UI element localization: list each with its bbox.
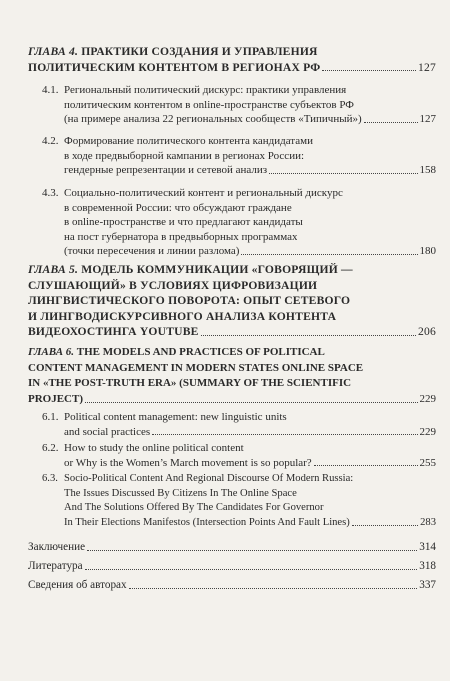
chapter-6-line-2: CONTENT MANAGEMENT IN MODERN STATES ONLINE SPACE <box>28 361 364 374</box>
dot-leader <box>314 456 418 467</box>
section-number: 4.3. <box>42 187 59 199</box>
chapter-4-title <box>28 44 436 75</box>
dot-leader <box>129 578 418 589</box>
back-item-literature <box>28 559 436 574</box>
chapter-6-line-1: ГЛАВА 6. THE MODELS AND PRACTICES OF POLITICAL <box>28 346 325 358</box>
section-line: and social practices <box>64 425 151 438</box>
section-line: Формирование политического контента кандидатами <box>64 135 313 147</box>
dot-leader <box>364 112 418 123</box>
section-line: Political content management: new linguistic units <box>64 411 287 423</box>
back-item-page: 318 <box>419 560 436 572</box>
section-line: политическим контентом в online-пространстве субъектов РФ <box>64 98 354 111</box>
back-item-authors <box>28 578 436 593</box>
chapter-label: ГЛАВА 5. <box>28 263 79 276</box>
back-item-label: Литература <box>28 560 83 572</box>
section-6-1 <box>42 410 436 439</box>
dot-leader <box>85 392 418 404</box>
chapter-label: ГЛАВА 6. <box>28 346 75 358</box>
section-page: 283 <box>420 516 436 528</box>
section-line: на пост губернатора в предвыборных программах <box>64 230 298 243</box>
back-item-page: 337 <box>419 579 436 591</box>
section-6-2 <box>42 441 436 470</box>
chapter-label: ГЛАВА 4. <box>28 45 79 58</box>
section-number: 6.2. <box>42 442 59 454</box>
chapter-6-line-4: PROJECT) <box>28 392 83 405</box>
dot-leader <box>85 559 418 570</box>
section-4-3 <box>42 186 436 259</box>
chapter-6-page: 229 <box>419 392 436 405</box>
section-line: The Issues Discussed By Citizens In The Online Space <box>64 487 297 499</box>
section-line: (на примере анализа 22 региональных сообществ «Типичный») <box>64 113 362 125</box>
back-item-label: Сведения об авторах <box>28 579 127 591</box>
chapter-6-title <box>28 345 436 407</box>
section-page: 127 <box>419 113 436 125</box>
section-line: (точки пересечения и линии разлома) <box>64 245 240 257</box>
section-line: Региональный политический дискурс: практики управления <box>64 84 347 96</box>
chapter-5-title <box>28 262 436 340</box>
section-line: в online-пространстве и что предлагают кандидаты <box>64 216 303 228</box>
section-page: 158 <box>419 164 436 176</box>
section-number: 6.1. <box>42 411 59 423</box>
back-matter-list <box>28 540 436 593</box>
section-6-3 <box>42 472 436 530</box>
section-page: 229 <box>419 425 436 438</box>
section-line: гендерные репрезентации и сетевой анализ <box>64 164 268 176</box>
section-number: 4.2. <box>42 135 59 147</box>
section-page: 255 <box>419 456 436 469</box>
dot-leader <box>241 244 417 255</box>
section-number: 4.1. <box>42 84 59 96</box>
dot-leader <box>269 163 417 174</box>
section-line: How to study the online political content <box>64 442 244 454</box>
chapter-5-line-4: И ЛИНГВОДИСКУРСИВНОГО АНАЛИЗА КОНТЕНТА <box>28 309 337 323</box>
section-4-1 <box>42 83 436 127</box>
back-item-label: Заключение <box>28 541 86 553</box>
section-4-2 <box>42 134 436 178</box>
chapter-4-line-2: ПОЛИТИЧЕСКИМ КОНТЕНТОМ В РЕГИОНАХ РФ <box>28 60 321 74</box>
chapter-5-line-2: СЛУШАЮЩИЙ» В УСЛОВИЯХ ЦИФРОВИЗАЦИИ <box>28 278 318 292</box>
dot-leader <box>152 425 417 436</box>
chapter-5-line-3: ЛИНГВИСТИЧЕСКОГО ПОВОРОТА: ОПЫТ СЕТЕВОГО <box>28 294 351 307</box>
dot-leader <box>201 324 416 336</box>
chapter-4-line-1: ГЛАВА 4. ПРАКТИКИ СОЗДАНИЯ И УПРАВЛЕНИЯ <box>28 45 318 58</box>
back-item-page: 314 <box>419 541 436 553</box>
back-item-conclusion <box>28 540 436 555</box>
section-line: In Their Elections Manifestos (Intersection Points And Fault Lines) <box>64 516 350 528</box>
chapter-5-page: 206 <box>418 325 436 338</box>
dot-leader <box>87 540 417 551</box>
section-line: Socio-Political Content And Regional Discourse Of Modern Russia: <box>64 473 354 484</box>
section-line: в современной России: что обсуждают граждане <box>64 201 292 214</box>
chapter-5-line-1: ГЛАВА 5. МОДЕЛЬ КОММУНИКАЦИИ «ГОВОРЯЩИЙ — <box>28 263 353 276</box>
section-line: Социально-политический контент и региональный дискурс <box>64 187 343 199</box>
dot-leader <box>322 60 416 72</box>
section-page: 180 <box>419 245 436 257</box>
chapter-6-line-3: IN «THE POST-TRUTH ERA» (SUMMARY OF THE SCIENTIFIC <box>28 377 352 389</box>
dot-leader <box>352 516 418 527</box>
section-line: And The Solutions Offered By The Candidates For Governor <box>64 502 324 513</box>
section-line: or Why is the Women’s March movement is so popular? <box>64 456 312 469</box>
section-line: в ходе предвыборной кампании в регионах России: <box>64 149 305 162</box>
chapter-4-page: 127 <box>418 60 436 74</box>
chapter-5-line-5: ВИДЕОХОСТИНГА YOUTUBE <box>28 325 199 338</box>
section-number: 6.3. <box>42 473 58 484</box>
